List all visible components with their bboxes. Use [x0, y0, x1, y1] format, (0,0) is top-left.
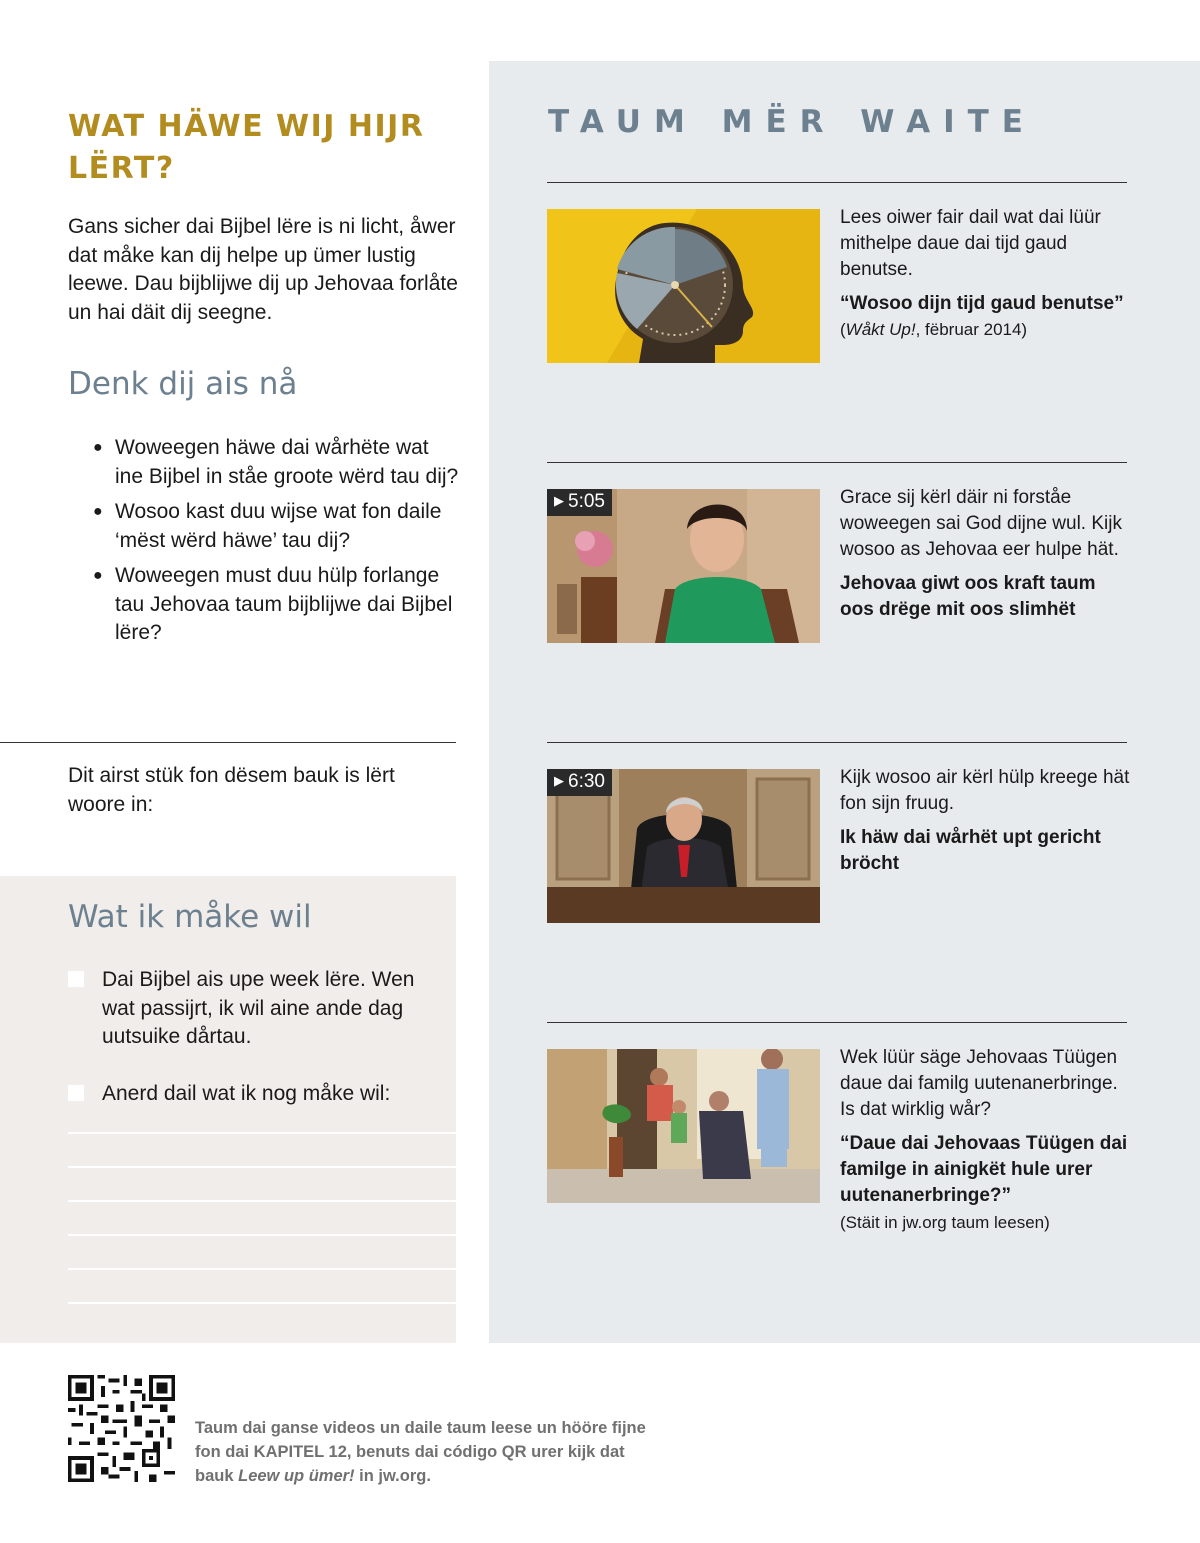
- item-desc: Wek lüür säge Jehovaas Tüügen daue dai familg uutenanerbringe. Is dat wirklig wår?: [840, 1047, 1118, 1120]
- item-source-date: , fëbruar 2014): [915, 320, 1028, 339]
- play-icon: ▶: [554, 493, 564, 508]
- footer-text: Taum dai ganse videos un daile taum leese un hööre fijne fon dai KAPITEL 12, benuts dai código QR urer kijk dat bauk Leew up ümer! in jw.org.: [195, 1419, 646, 1485]
- thumb-head-clock[interactable]: [547, 209, 820, 363]
- goal-text: Dai Bijbel ais upe week lëre. Wen wat passijrt, ik wil aine ande dag uutsuike dårtau.: [102, 968, 415, 1048]
- divider: [547, 462, 1127, 463]
- thumb-family[interactable]: [547, 1049, 820, 1203]
- goal-checkbox[interactable]: [68, 971, 84, 987]
- video-thumb-grace[interactable]: [547, 489, 820, 643]
- write-line[interactable]: [68, 1166, 456, 1168]
- more-item-text: [840, 765, 1130, 877]
- goal-item: [68, 1080, 448, 1109]
- qr-code-icon[interactable]: [68, 1375, 175, 1482]
- item-desc: Grace sij kërl däir ni forståe woweegen sai God dijne wul. Kijk wosoo as Jehovaa eer hulpe hät.: [840, 487, 1122, 560]
- write-line[interactable]: [68, 1132, 456, 1134]
- write-line[interactable]: [68, 1268, 456, 1270]
- item-title[interactable]: Jehovaa giwt oos kraft taum oos drëge mit oos slimhët: [840, 573, 1096, 620]
- question-text: Woweegen häwe dai wårhëte wat ine Bijbel in ståe groote wërd tau dij?: [115, 436, 459, 488]
- question-list: [90, 434, 460, 655]
- bullet-icon: ●: [93, 567, 103, 584]
- divider: [547, 182, 1127, 183]
- goals-panel: [0, 876, 456, 1343]
- more-item-text: [840, 205, 1130, 343]
- item-source-prefix: (: [840, 320, 846, 339]
- write-line[interactable]: [68, 1302, 456, 1304]
- play-icon: ▶: [554, 773, 564, 788]
- bullet-icon: ●: [93, 503, 103, 520]
- bullet-icon: ●: [93, 439, 103, 456]
- more-item-text: [840, 485, 1130, 623]
- goal-checkbox[interactable]: [68, 1085, 84, 1101]
- summary-title: WAT HÄWE WIJ HIJR LËRT?: [68, 109, 425, 186]
- head-clock-illustration: [547, 209, 820, 363]
- video-thumb-court[interactable]: [547, 769, 820, 923]
- item-source-magazine: Wåkt Up!: [845, 320, 916, 339]
- learned-text: Dit airst stük fon dësem bauk is lërt woore in:: [68, 764, 395, 816]
- question-item: [90, 434, 460, 491]
- video-duration: ▶ 6:30: [547, 769, 612, 796]
- divider: [547, 742, 1127, 743]
- question-text: Woweegen must duu hülp forlange tau Jehovaa taum bijblijwe dai Bijbel lëre?: [115, 564, 453, 644]
- item-title[interactable]: “Daue dai Jehovaas Tüügen dai familge in ainigkët hule urer uutenanerbringe?”: [840, 1133, 1128, 1206]
- item-title[interactable]: [840, 291, 1130, 343]
- goal-text: Anerd dail wat ik nog måke wil:: [102, 1082, 391, 1105]
- more-title: TAUM MËR WAITE: [548, 104, 1036, 140]
- divider: [0, 742, 456, 743]
- summary-text: Gans sicher dai Bijbel lëre is ni licht, åwer dat måke kan dij helpe up ümer lustig leewe. Dau bijblijwe dij up Jehovaa forlåte un hai däit dij seegne.: [68, 215, 458, 324]
- book-title: Leew up ümer!: [238, 1467, 355, 1485]
- item-desc: Lees oiwer fair dail wat dai lüür mithelpe daue dai tijd gaud benutse.: [840, 207, 1101, 280]
- qr-code-graphic: [68, 1375, 175, 1482]
- item-desc: Kijk wosoo air kërl hülp kreege hät fon sijn fruug.: [840, 767, 1130, 814]
- write-line[interactable]: [68, 1200, 456, 1202]
- think-title: Denk dij ais nå: [68, 366, 298, 402]
- more-item-text: [840, 1045, 1130, 1235]
- divider: [547, 1022, 1127, 1023]
- item-title[interactable]: Ik häw dai wårhët upt gericht bröcht: [840, 827, 1101, 874]
- goal-item: [68, 966, 448, 1052]
- question-item: [90, 562, 460, 648]
- question-item: [90, 498, 460, 555]
- goals-title: Wat ik måke wil: [68, 899, 312, 935]
- write-line[interactable]: [68, 1234, 456, 1236]
- item-title-text: “Wosoo dijn tijd gaud benutse”: [840, 293, 1124, 314]
- question-text: Wosoo kast duu wijse wat fon daile ‘mëst wërd häwe’ tau dij?: [115, 500, 442, 552]
- family-doorway-photo: [547, 1049, 820, 1203]
- video-duration: ▶ 5:05: [547, 489, 612, 516]
- item-note: (Stäit in jw.org taum leesen): [840, 1213, 1050, 1232]
